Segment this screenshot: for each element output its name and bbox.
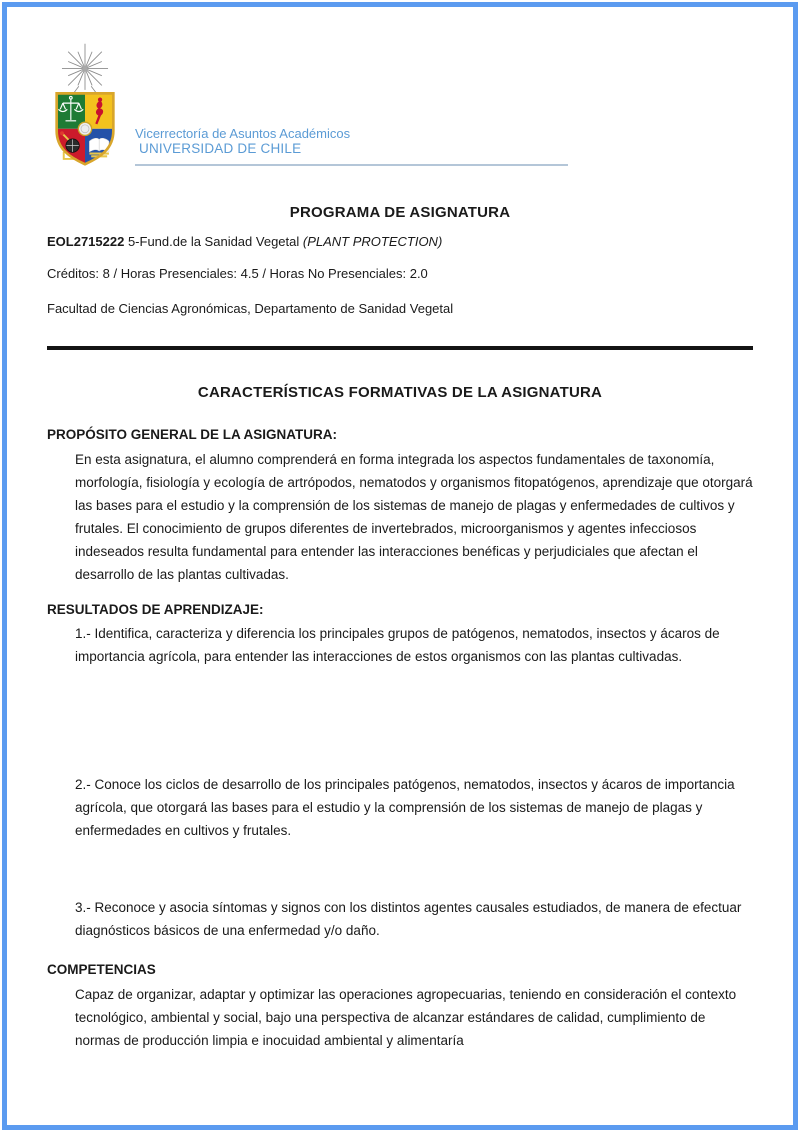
learning-outcome-item: 2.- Conoce los ciclos de desarrollo de los principales patógenos, nematodos, insectos y ácaros de importancia agrícola, que otorgará las bases para el estudio y la comprensión de los sistemas de manejo de plagas y enfermedades en cultivos y frutales. [75, 777, 735, 838]
faculty-line: Facultad de Ciencias Agronómicas, Departamento de Sanidad Vegetal [47, 301, 454, 316]
document-title: PROGRAMA DE ASIGNATURA [289, 204, 511, 221]
resultados-heading: RESULTADOS DE APRENDIZAJE: [47, 602, 264, 617]
credits-line: Créditos: 8 / Horas Presenciales: 4.5 / Horas No Presenciales: 2.0 [47, 266, 428, 281]
learning-outcome-item: 1.- Identifica, caracteriza y diferencia los principales grupos de patógenos, nematodos, insectos y ácaros de importancia agrícola, para entender las interacciones de estos organismos con las plantas cultivadas. [75, 626, 720, 664]
org-vicerrectoria-label: Vicerrectoría de Asuntos Académicos [135, 126, 351, 141]
org-identity [135, 126, 568, 166]
document-page [2, 2, 798, 1130]
learning-outcome-item: 3.- Reconoce y asocia síntomas y signos con los distintos agentes causales estudiados, de manera de efectuar diagnósticos básicos de una enfermedad y/o daño. [75, 900, 742, 938]
section-title: CARACTERÍSTICAS FORMATIVAS DE LA ASIGNATURA [197, 384, 603, 401]
empty-space [47, 842, 753, 896]
course-line [47, 234, 753, 249]
document-header [45, 42, 753, 166]
universidad-de-chile-crest-icon [45, 42, 125, 166]
competencias-body: Capaz de organizar, adaptar y optimizar las operaciones agropecuarias, teniendo en consideración el contexto tecnológico, ambiental y social, bajo una perspectiva de alcanzar estándares de calidad, cumplimiento de normas de producción limpia e inocuidad ambiental y alimentaría [75, 987, 737, 1048]
empty-space [47, 668, 753, 773]
proposito-heading: PROPÓSITO GENERAL DE LA ASIGNATURA: [47, 427, 338, 442]
header-underline [135, 164, 568, 166]
course-name-english: (PLANT PROTECTION) [302, 234, 443, 249]
course-code: EOL2715222 [47, 234, 125, 249]
proposito-body: En esta asignatura, el alumno comprenderá en forma integrada los aspectos fundamentales de taxonomía, morfología, fisiología y ecología de artrópodos, nematodos y organismos fitopatógenos, aprendizaje que otorgará las bases para el estudio y la comprensión de los sistemas de manejo de plagas y enfermedades de cultivos y frutales. El conocimiento de grupos diferentes de invertebrados, microorganismos y agentes infecciosos indeseados resulta fundamental para entender las interacciones benéficas y perjudiciales que afectan el desarrollo de las plantas cultivadas. [75, 452, 753, 582]
course-name: 5-Fund.de la Sanidad Vegetal [124, 234, 303, 249]
section-divider [47, 346, 753, 350]
competencias-heading: COMPETENCIAS [47, 962, 156, 977]
org-university-name: UNIVERSIDAD DE CHILE [139, 141, 302, 156]
